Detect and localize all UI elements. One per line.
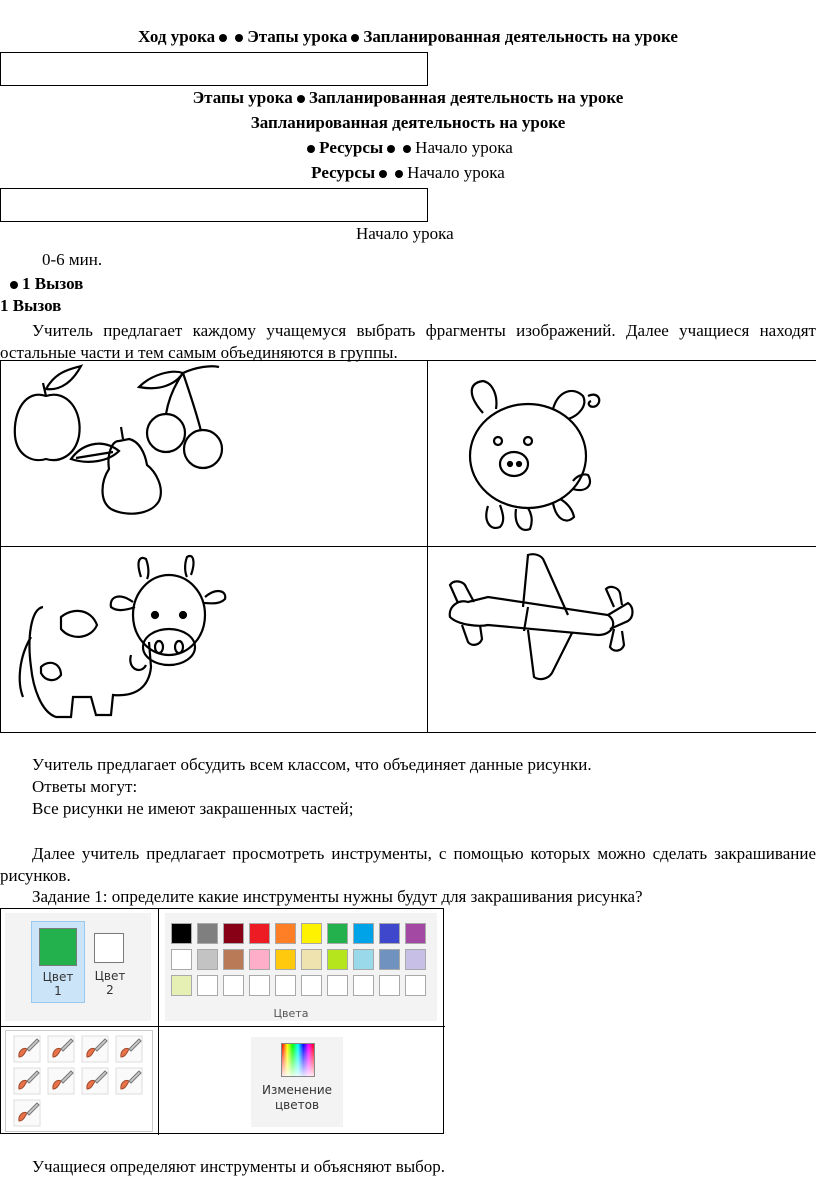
color1-button[interactable] bbox=[31, 921, 85, 1003]
color2-label bbox=[87, 969, 133, 997]
color1-swatch bbox=[39, 928, 77, 966]
palette-swatch[interactable] bbox=[249, 949, 270, 970]
paragraph-5 bbox=[0, 843, 816, 887]
header-text: Ход урока bbox=[138, 27, 216, 46]
calligraphy-brush-2-icon[interactable] bbox=[81, 1035, 109, 1063]
picture-cell-fruits bbox=[1, 361, 428, 547]
palette-swatch[interactable] bbox=[379, 975, 400, 996]
paragraph-2: Учитель предлагает обсудить всем классом, что объединяет данные рисунки. bbox=[32, 755, 592, 774]
color1-label bbox=[32, 970, 84, 998]
header-line-4 bbox=[0, 138, 816, 158]
palette-swatch[interactable] bbox=[327, 949, 348, 970]
header-text: Запланированная деятельность на уроке bbox=[250, 113, 566, 132]
palette-swatch[interactable] bbox=[353, 949, 374, 970]
palette-swatch[interactable] bbox=[249, 923, 270, 944]
pig-image bbox=[428, 361, 816, 541]
palette-swatch[interactable] bbox=[301, 975, 322, 996]
pencil-brush-icon[interactable] bbox=[115, 1067, 143, 1095]
bullet-icon bbox=[387, 145, 395, 153]
brushes-grid bbox=[13, 1035, 153, 1131]
paragraph-6: Задание 1: определите какие инструменты нужны будут для закрашивания рисунка? bbox=[32, 887, 643, 906]
palette-swatch[interactable] bbox=[275, 949, 296, 970]
airbrush-icon[interactable] bbox=[115, 1035, 143, 1063]
palette-swatch[interactable] bbox=[275, 923, 296, 944]
label-text: Цвет bbox=[42, 970, 74, 984]
palette-swatch[interactable] bbox=[197, 975, 218, 996]
paragraph-text: Учитель предлагает каждому учащемуся выбрать фрагменты изображений. Далее учащиеся находят остальные части и тем самым объединяются в группы. bbox=[0, 321, 816, 362]
crayon-icon[interactable] bbox=[47, 1067, 75, 1095]
cow-image bbox=[1, 547, 427, 727]
edit-colors-icon bbox=[281, 1043, 315, 1077]
palette-swatch[interactable] bbox=[327, 923, 348, 944]
palette-swatch[interactable] bbox=[197, 923, 218, 944]
palette-swatch[interactable] bbox=[249, 975, 270, 996]
marker-icon[interactable] bbox=[81, 1067, 109, 1095]
calligraphy-brush-icon[interactable] bbox=[47, 1035, 75, 1063]
section-bullet bbox=[10, 274, 83, 294]
paragraph-text: Далее учитель предлагает просмотреть инструменты, с помощью которых можно сделать закрашивание рисунков. bbox=[0, 844, 816, 885]
header-text: Этапы урока bbox=[192, 88, 293, 107]
palette-swatch[interactable] bbox=[223, 949, 244, 970]
header-line-6: Начало урока bbox=[356, 224, 454, 243]
section-text: 1 Вызов bbox=[22, 274, 84, 293]
header-text: Ресурсы bbox=[319, 138, 384, 157]
label-text: Цвет bbox=[94, 969, 126, 983]
header-line-5 bbox=[0, 163, 816, 183]
picture-cell-cow bbox=[1, 547, 428, 733]
palette-swatch[interactable] bbox=[301, 949, 322, 970]
section-title: 1 Вызов bbox=[0, 296, 62, 315]
color2-button[interactable] bbox=[87, 921, 133, 1001]
pictures-table bbox=[0, 360, 816, 733]
color2-swatch bbox=[94, 933, 124, 963]
palette-swatch[interactable] bbox=[379, 949, 400, 970]
picture-cell-pig bbox=[428, 361, 816, 547]
palette-swatch[interactable] bbox=[405, 949, 426, 970]
bullet-icon bbox=[395, 170, 403, 178]
paragraph-7: Учащиеся определяют инструменты и объясняют выбор. bbox=[32, 1157, 446, 1176]
brush-icon[interactable] bbox=[13, 1035, 41, 1063]
header-text: Ресурсы bbox=[311, 163, 376, 182]
palette-swatch[interactable] bbox=[405, 923, 426, 944]
airplane-image bbox=[428, 547, 816, 727]
empty-box-2 bbox=[0, 188, 428, 222]
label-text: 2 bbox=[106, 983, 114, 997]
apple-pear-cherry-image bbox=[1, 361, 427, 541]
time-text: 0-6 мин. bbox=[42, 250, 103, 269]
palette-swatch[interactable] bbox=[171, 923, 192, 944]
palette-swatch[interactable] bbox=[405, 975, 426, 996]
bullet-icon bbox=[307, 145, 315, 153]
paint-tools-table bbox=[0, 908, 444, 1134]
bullet-icon bbox=[10, 281, 18, 289]
colors-group-label: Цвета bbox=[273, 1007, 309, 1020]
table-divider-horizontal bbox=[1, 1026, 445, 1027]
label-text: Изменение bbox=[261, 1083, 333, 1097]
color-palette bbox=[171, 923, 435, 1003]
edit-colors-button[interactable] bbox=[251, 1037, 343, 1127]
palette-swatch[interactable] bbox=[223, 975, 244, 996]
header-text: Запланированная деятельность на уроке bbox=[363, 27, 678, 46]
bullet-icon bbox=[403, 145, 411, 153]
bullet-icon bbox=[351, 34, 359, 42]
palette-swatch[interactable] bbox=[353, 923, 374, 944]
palette-swatch[interactable] bbox=[379, 923, 400, 944]
header-text: Начало урока bbox=[415, 138, 513, 157]
palette-swatch[interactable] bbox=[223, 923, 244, 944]
header-text: Этапы урока bbox=[247, 27, 348, 46]
bullet-icon bbox=[219, 34, 227, 42]
watercolor-brush-icon[interactable] bbox=[13, 1099, 41, 1127]
bullet-icon bbox=[235, 34, 243, 42]
header-text: Начало урока bbox=[407, 163, 505, 182]
palette-swatch[interactable] bbox=[197, 949, 218, 970]
paragraph-1 bbox=[0, 320, 816, 364]
palette-swatch[interactable] bbox=[301, 923, 322, 944]
paragraph-3: Ответы могут: bbox=[32, 777, 138, 796]
header-line-1 bbox=[0, 27, 816, 47]
table-divider-vertical bbox=[158, 909, 159, 1135]
empty-box-1 bbox=[0, 52, 428, 86]
edit-colors-label bbox=[251, 1083, 343, 1113]
palette-swatch[interactable] bbox=[353, 975, 374, 996]
header-line-3 bbox=[0, 113, 816, 133]
palette-swatch[interactable] bbox=[275, 975, 296, 996]
palette-swatch[interactable] bbox=[171, 949, 192, 970]
oil-brush-icon[interactable] bbox=[13, 1067, 41, 1095]
label-text: 1 bbox=[54, 984, 62, 998]
palette-swatch[interactable] bbox=[327, 975, 348, 996]
palette-swatch[interactable] bbox=[171, 975, 192, 996]
label-text: цветов bbox=[274, 1098, 320, 1112]
picture-cell-airplane bbox=[428, 547, 816, 733]
header-line-2 bbox=[0, 88, 816, 108]
bullet-icon bbox=[297, 95, 305, 103]
header-text: Запланированная деятельность на уроке bbox=[308, 88, 624, 107]
paragraph-4: Все рисунки не имеют закрашенных частей; bbox=[32, 799, 354, 818]
bullet-icon bbox=[379, 170, 387, 178]
